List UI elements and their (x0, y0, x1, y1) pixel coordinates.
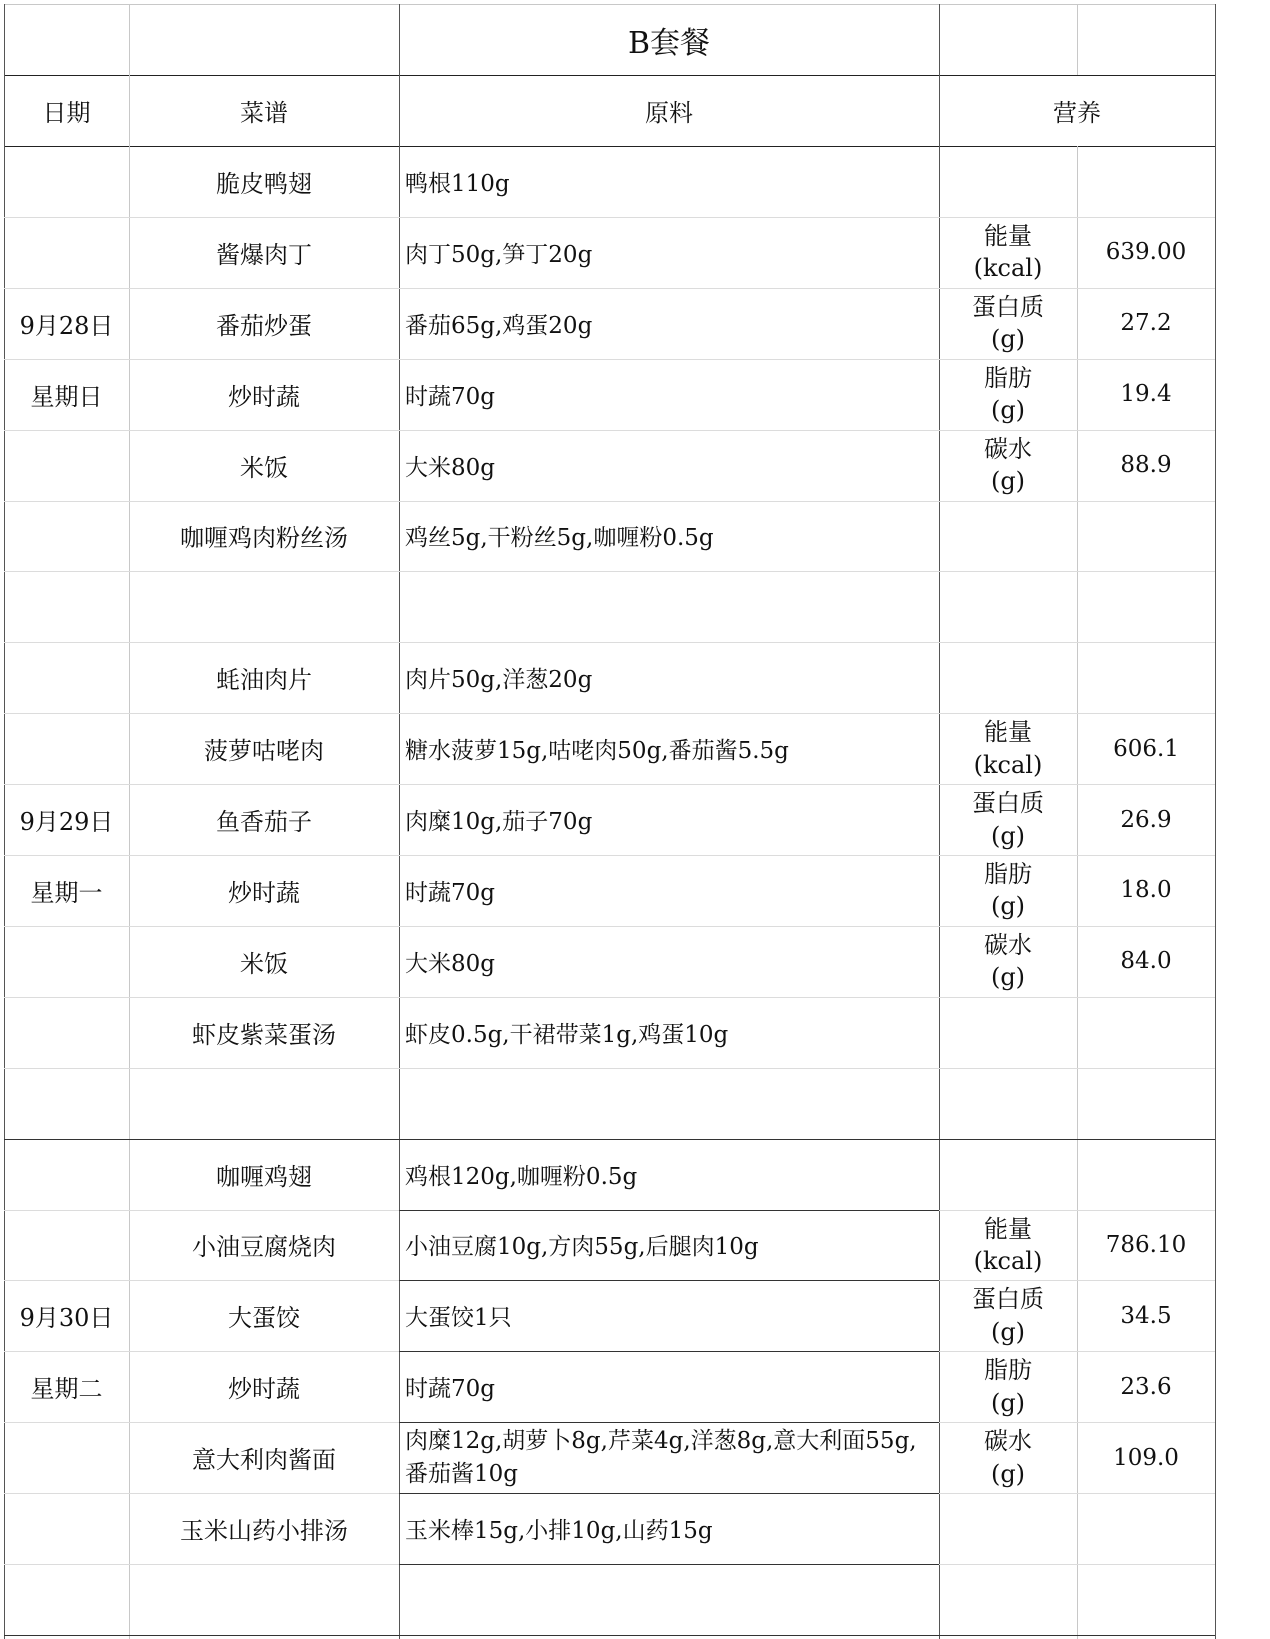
menu-table (4, 4, 1267, 1639)
nutrient-label (939, 217, 1077, 288)
nutrient-name: 蛋白质 (972, 292, 1044, 321)
nutrient-label (939, 926, 1077, 997)
grid-line (399, 1493, 939, 1494)
dish-ingredients: 玉米棒15g,小排10g,山药15g (405, 1518, 713, 1545)
nutrient-label (939, 713, 1077, 784)
nutrient-value: 84.0 (1120, 948, 1172, 975)
dish-name: 虾皮紫菜蛋汤 (192, 1020, 336, 1049)
dish-name: 酱爆肉丁 (216, 240, 312, 269)
nutrient-value: 109.0 (1113, 1444, 1179, 1471)
dish-name: 大蛋饺 (228, 1304, 300, 1333)
grid-line (129, 4, 130, 1639)
nutrient-unit: (g) (990, 963, 1026, 992)
dish-name: 意大利肉酱面 (192, 1446, 336, 1475)
dish-name: 番茄炒蛋 (216, 311, 312, 340)
nutrient-label (939, 1351, 1077, 1422)
nutrient-label (939, 430, 1077, 501)
grid-line (1077, 4, 1078, 75)
nutrient-label (939, 359, 1077, 430)
grid-line (4, 713, 1215, 714)
grid-line (4, 4, 5, 1639)
header-nutrition: 营养 (1053, 99, 1101, 127)
nutrient-name: 能量 (984, 1214, 1032, 1243)
dish-ingredients: 鸡根120g,咖喱粉0.5g (405, 1163, 638, 1190)
dish-name: 炒时蔬 (228, 382, 300, 411)
dish-name: 炒时蔬 (228, 878, 300, 907)
grid-line (4, 501, 1215, 502)
grid-line (4, 997, 1215, 998)
grid-line (4, 926, 1215, 927)
nutrient-name: 碳水 (984, 1427, 1032, 1456)
nutrient-value: 88.9 (1120, 452, 1172, 479)
header-date: 日期 (42, 99, 91, 127)
nutrient-label (939, 288, 1077, 359)
nutrient-unit: (g) (990, 325, 1026, 354)
dish-ingredients: 鸡丝5g,干粉丝5g,咖喱粉0.5g (405, 525, 714, 552)
nutrient-value: 786.10 (1105, 1231, 1187, 1258)
nutrient-unit: (g) (990, 892, 1026, 921)
dish-ingredients: 大蛋饺1只 (405, 1305, 512, 1332)
nutrient-unit: (g) (990, 1388, 1026, 1417)
dish-name: 脆皮鸭翅 (216, 169, 312, 198)
nutrient-name: 蛋白质 (972, 1285, 1044, 1314)
nutrient-value: 26.9 (1120, 806, 1172, 833)
dish-name: 小油豆腐烧肉 (192, 1233, 336, 1262)
table-title: B套餐 (627, 25, 711, 61)
nutrient-unit: (kcal) (973, 750, 1043, 779)
grid-line (1215, 4, 1216, 1639)
dish-name: 菠萝咕咾肉 (204, 737, 324, 766)
dish-ingredients: 大米80g (405, 950, 495, 977)
nutrient-unit: (g) (990, 1317, 1026, 1346)
dish-name: 米饭 (240, 453, 288, 482)
nutrient-name: 碳水 (984, 930, 1032, 959)
grid-line (4, 288, 1215, 289)
day-date: 9月29日 (19, 808, 114, 837)
nutrient-unit: (kcal) (973, 1246, 1043, 1275)
grid-line (399, 1280, 939, 1281)
dish-ingredients: 肉糜12g,胡萝卜8g,芹菜4g,洋葱8g,意大利面55g,番茄酱10g (405, 1428, 917, 1487)
grid-line (399, 1422, 939, 1423)
nutrient-name: 脂肪 (984, 1356, 1032, 1385)
nutrient-name: 蛋白质 (972, 789, 1044, 818)
nutrient-value: 23.6 (1120, 1373, 1172, 1400)
grid-line (399, 1564, 939, 1565)
dish-ingredients: 大米80g (405, 454, 495, 481)
grid-line (4, 855, 1215, 856)
grid-line (4, 430, 1215, 431)
dish-ingredients: 糖水菠萝15g,咕咾肉50g,番茄酱5.5g (405, 738, 789, 765)
nutrient-value: 27.2 (1120, 310, 1172, 337)
nutrient-value: 606.1 (1113, 735, 1179, 762)
nutrient-unit: (g) (990, 467, 1026, 496)
nutrient-label (939, 784, 1077, 855)
dish-ingredients: 小油豆腐10g,方肉55g,后腿肉10g (405, 1234, 759, 1261)
dish-ingredients: 时蔬70g (405, 383, 495, 410)
day-date: 9月28日 (19, 311, 114, 340)
dish-ingredients: 时蔬70g (405, 1376, 495, 1403)
dish-name: 米饭 (240, 949, 288, 978)
nutrient-value: 639.00 (1105, 239, 1187, 266)
grid-line (4, 784, 1215, 785)
grid-line (1077, 146, 1078, 1639)
nutrient-name: 脂肪 (984, 860, 1032, 889)
nutrient-label (939, 1422, 1077, 1493)
nutrient-unit: (kcal) (973, 254, 1043, 283)
grid-line (939, 4, 940, 1639)
nutrient-value: 19.4 (1120, 381, 1172, 408)
grid-line (399, 1635, 939, 1636)
dish-ingredients: 肉片50g,洋葱20g (405, 667, 593, 694)
header-ingredients: 原料 (645, 99, 693, 127)
grid-line (399, 1351, 939, 1352)
nutrient-unit: (g) (990, 821, 1026, 850)
dish-name: 咖喱鸡翅 (216, 1162, 312, 1191)
nutrient-unit: (g) (990, 1459, 1026, 1488)
dish-name: 鱼香茄子 (216, 808, 312, 837)
dish-name: 蚝油肉片 (216, 666, 312, 695)
grid-line (4, 571, 1215, 572)
grid-line (4, 359, 1215, 360)
day-weekday: 星期一 (30, 878, 103, 907)
dish-ingredients: 时蔬70g (405, 879, 495, 906)
dish-name: 玉米山药小排汤 (180, 1517, 348, 1546)
dish-ingredients: 鸭根110g (405, 170, 510, 197)
grid-line (4, 1139, 1215, 1140)
header-menu: 菜谱 (240, 99, 288, 127)
nutrient-name: 能量 (984, 718, 1032, 747)
grid-line (4, 642, 1215, 643)
dish-ingredients: 番茄65g,鸡蛋20g (405, 312, 593, 339)
dish-name: 咖喱鸡肉粉丝汤 (180, 524, 348, 553)
grid-line (399, 1210, 939, 1211)
nutrient-label (939, 855, 1077, 926)
day-date: 9月30日 (19, 1304, 114, 1333)
nutrient-unit: (g) (990, 396, 1026, 425)
grid-line (4, 146, 1215, 147)
grid-line (4, 4, 1215, 5)
nutrient-name: 能量 (984, 221, 1032, 250)
grid-line (399, 4, 400, 1639)
nutrient-label (939, 1210, 1077, 1281)
dish-ingredients: 肉糜10g,茄子70g (405, 809, 593, 836)
dish-ingredients: 肉丁50g,笋丁20g (405, 241, 593, 268)
dish-name: 炒时蔬 (228, 1375, 300, 1404)
nutrient-value: 34.5 (1120, 1302, 1172, 1329)
grid-line (4, 217, 1215, 218)
nutrient-name: 脂肪 (984, 363, 1032, 392)
nutrient-name: 碳水 (984, 434, 1032, 463)
nutrient-value: 18.0 (1120, 877, 1172, 904)
grid-line (4, 75, 1215, 76)
nutrient-label (939, 1280, 1077, 1351)
dish-ingredients: 虾皮0.5g,干裙带菜1g,鸡蛋10g (405, 1021, 729, 1048)
grid-line (4, 1068, 1215, 1069)
day-weekday: 星期日 (30, 382, 103, 411)
day-weekday: 星期二 (30, 1375, 103, 1404)
